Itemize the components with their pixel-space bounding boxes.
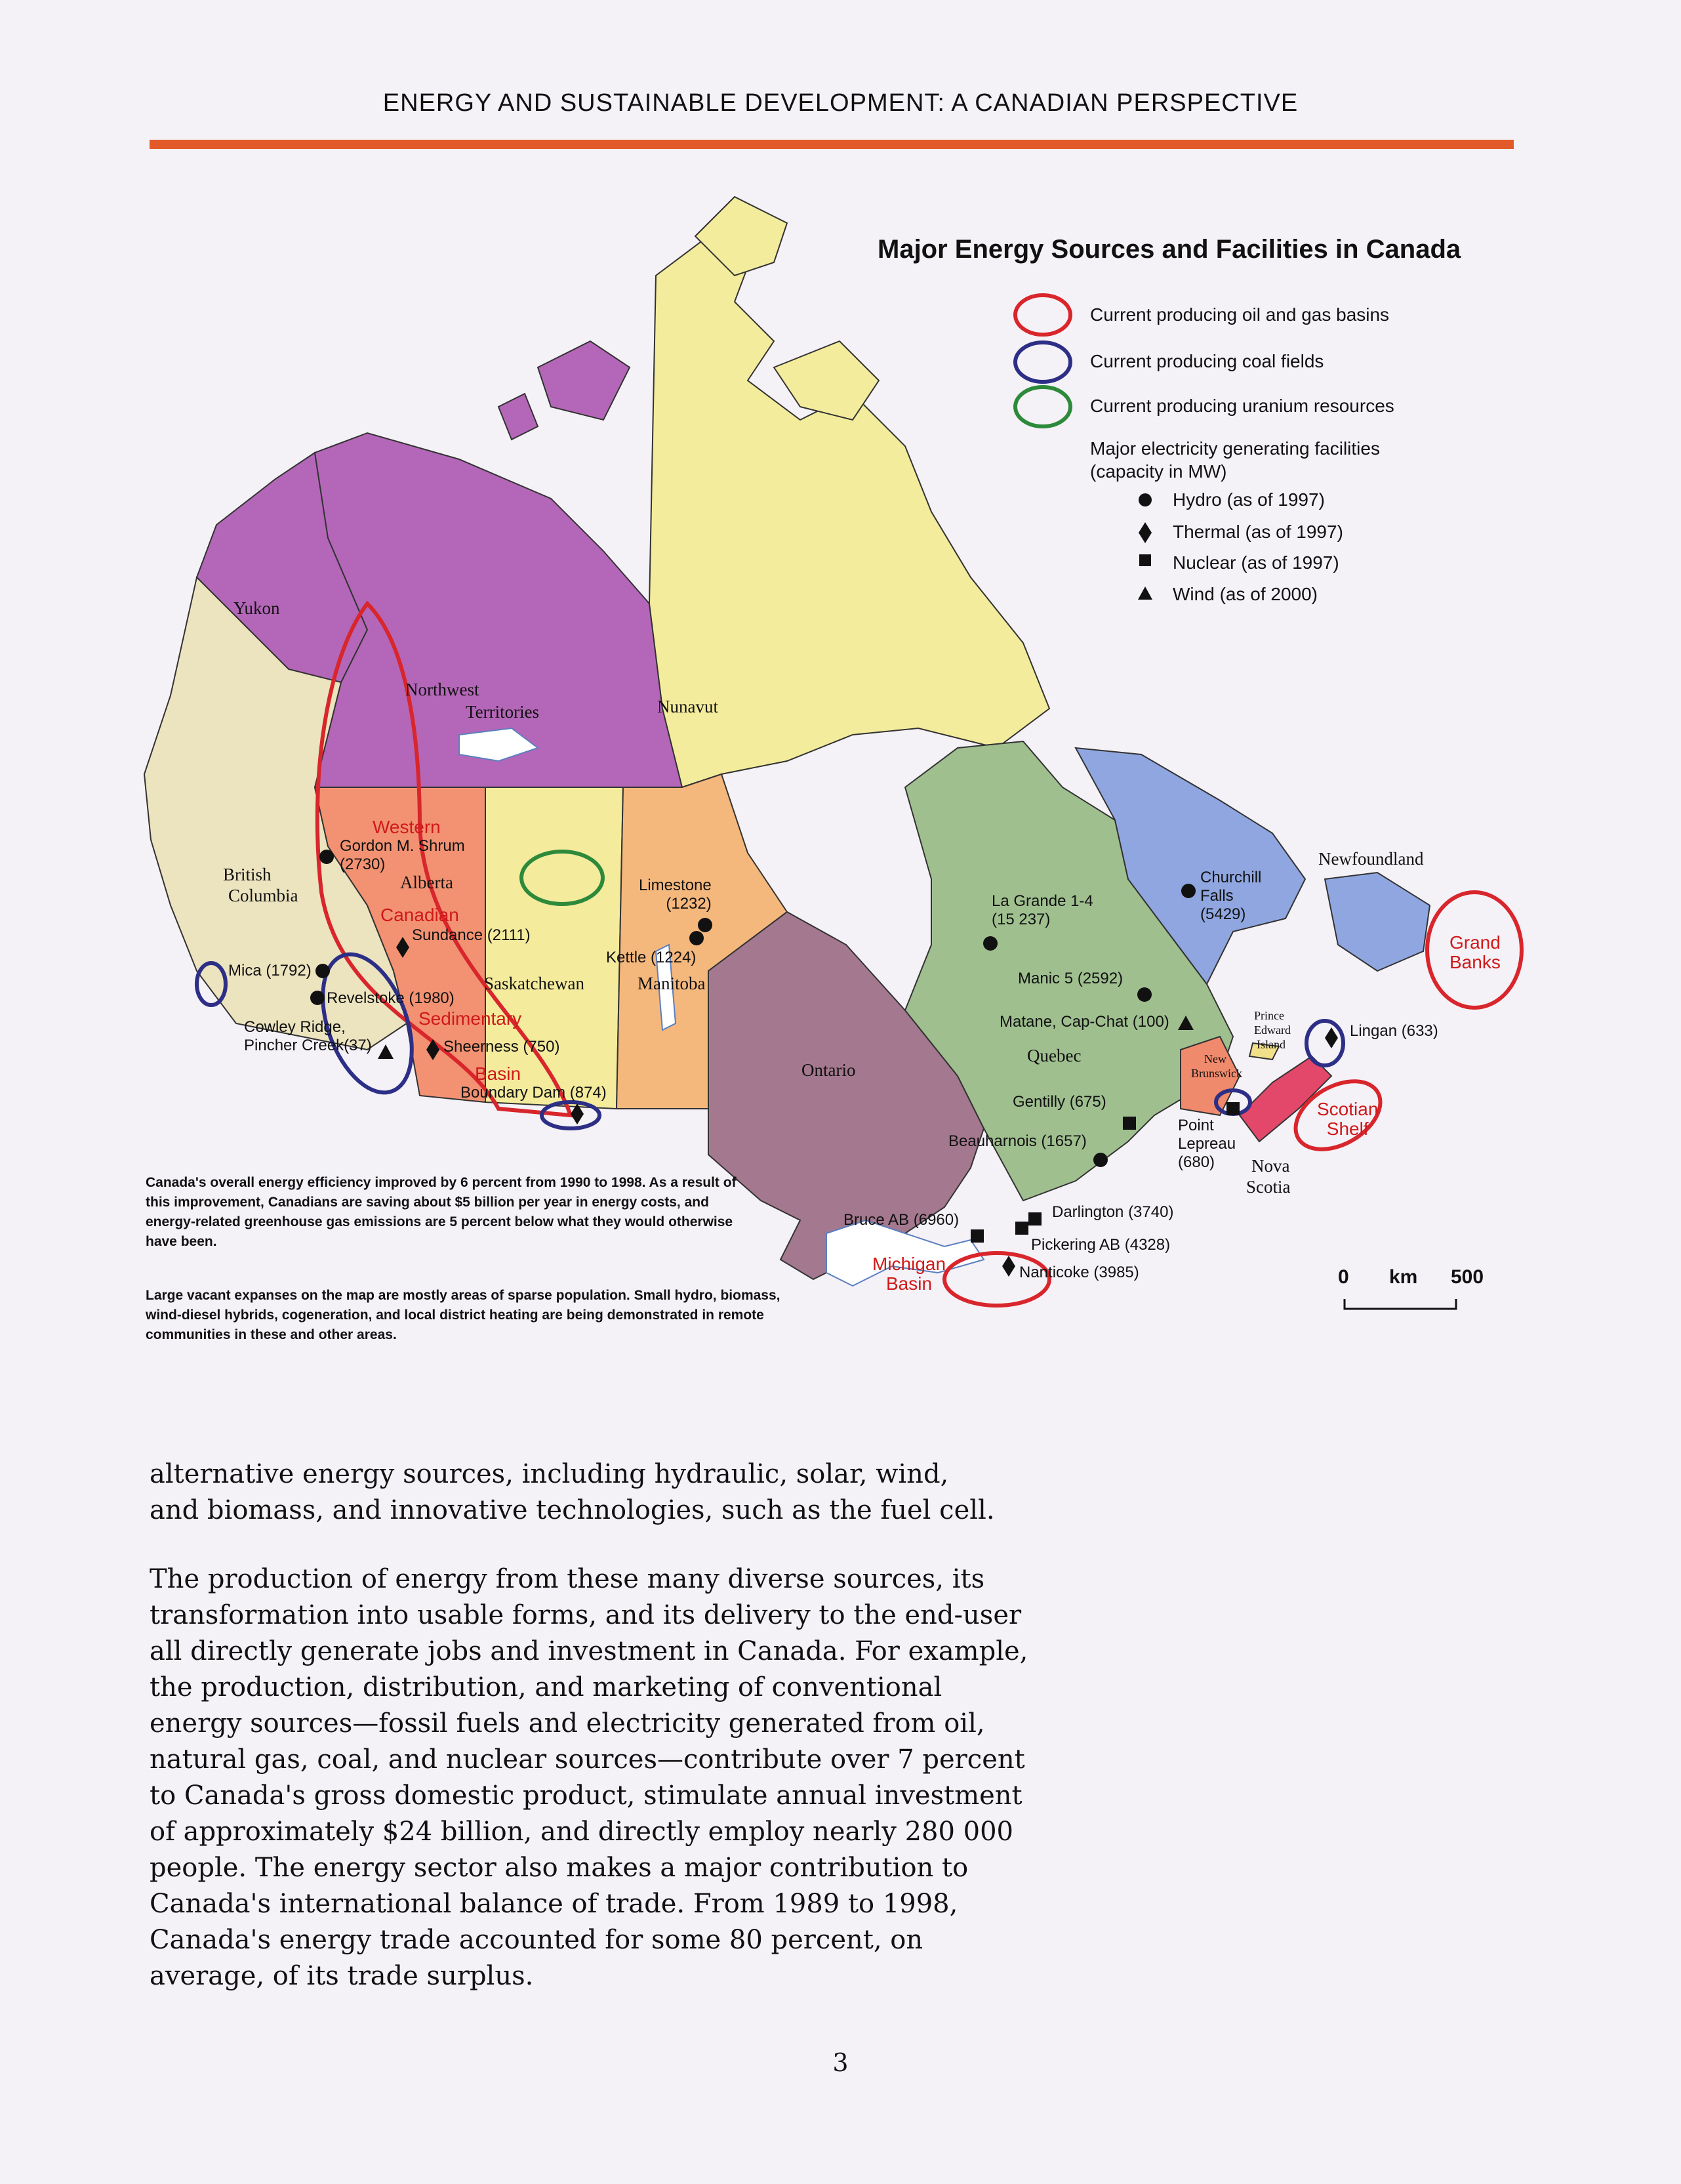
label-nanticoke: Nanticoke (3985) <box>1019 1264 1139 1281</box>
label-basin-scotian-shelf: Scotian Shelf <box>1317 1099 1379 1139</box>
label-mica: Mica (1792) <box>228 962 312 979</box>
label-pei-2: Edward <box>1254 1023 1291 1037</box>
legend-electricity-unit: (capacity in MW) <box>1090 461 1227 482</box>
map-title: Major Energy Sources and Facilities in Canada <box>878 235 1461 264</box>
marker-lingan <box>1325 1027 1338 1048</box>
label-manitoba: Manitoba <box>638 974 706 993</box>
label-kettle: Kettle (1224) <box>606 949 697 966</box>
label-yukon: Yukon <box>233 598 280 618</box>
label-ns-2: Scotia <box>1246 1177 1291 1197</box>
label-limestone: Limestone (1232) <box>639 876 712 913</box>
marker-kettle <box>689 931 704 945</box>
scale-bar <box>1345 1299 1456 1309</box>
label-basin-michigan: Michigan Basin <box>872 1254 946 1294</box>
legend-uranium-symbol <box>1015 387 1070 426</box>
page-number: 3 <box>832 2048 849 2077</box>
marker-la-grande <box>983 936 998 951</box>
legend-nuclear-label: Nuclear (as of 1997) <box>1173 552 1339 573</box>
label-basin-western-4: Basin <box>475 1063 521 1084</box>
label-manic: Manic 5 (2592) <box>1018 970 1124 987</box>
label-basin-western-1: Western <box>373 817 441 837</box>
marker-point-lepreau <box>1226 1102 1240 1115</box>
region-newfoundland-island <box>1325 873 1430 971</box>
label-quebec: Quebec <box>1027 1046 1082 1065</box>
label-pickering: Pickering AB (4328) <box>1031 1236 1171 1254</box>
label-darlington: Darlington (3740) <box>1052 1203 1174 1221</box>
legend-wind-label: Wind (as of 2000) <box>1173 584 1318 604</box>
label-bc-2: Columbia <box>228 886 298 905</box>
label-basin-western-3: Sedimentary <box>418 1008 522 1029</box>
label-nb-1: New <box>1204 1052 1226 1065</box>
scale-zero: 0 <box>1338 1266 1349 1288</box>
label-pei-1: Prince <box>1254 1009 1284 1022</box>
legend-coal-symbol <box>1015 342 1070 382</box>
label-basin-grand-banks: Grand Banks <box>1449 932 1501 972</box>
label-nunavut: Nunavut <box>657 697 718 716</box>
label-churchill-falls: Churchill Falls (5429) <box>1200 869 1262 923</box>
legend-electricity-heading: Major electricity generating facilities <box>1090 438 1380 459</box>
label-sheerness: Sheerness (750) <box>443 1038 560 1056</box>
marker-cowley-ridge <box>378 1044 394 1059</box>
marker-churchill <box>1181 884 1196 898</box>
scale-max: 500 <box>1451 1266 1484 1288</box>
body-paragraph-2: The production of energy from these many diverse sources, its transformation into usable forms, and its delivery to the end-user all directly generate jobs and investment in Canada. For example, the production, distribution, and marketing of conventional energy sources—fossil fuels and electricity generated from oil, natural gas, coal, and nuclear sources—contribute over 7 percent to Canada's gross domestic product, stimulate annual investment of approximately $24 billion, and directly employ nearly 280 000 people. The energy sector also makes a major contribution to Canada's international balance of trade. From 1989 to 1998, Canada's energy trade accounted for some 80 percent, on average, of its trade surplus. <box>150 1564 1028 1991</box>
label-newfoundland: Newfoundland <box>1318 849 1424 869</box>
label-point-lepreau: Point Lepreau (680) <box>1178 1117 1236 1171</box>
label-lingan: Lingan (633) <box>1350 1022 1438 1040</box>
label-ontario: Ontario <box>801 1060 856 1080</box>
marker-bruce <box>971 1229 984 1243</box>
label-la-grande: La Grande 1-4 (15 237) <box>992 892 1093 928</box>
legend-uranium-label: Current producing uranium resources <box>1090 396 1394 416</box>
label-beauharnois: Beauharnois (1657) <box>948 1132 1087 1150</box>
body-paragraph-1: alternative energy sources, including hydraulic, solar, wind, and biomass, and innovative technologies, such as the fuel cell. <box>150 1459 995 1525</box>
label-sundance: Sundance (2111) <box>412 926 531 944</box>
label-nwt-1: Northwest <box>405 680 479 699</box>
marker-beauharnois <box>1093 1153 1108 1167</box>
label-saskatchewan: Saskatchewan <box>484 974 584 993</box>
marker-manic <box>1137 987 1152 1002</box>
label-cowley-ridge: Cowley Ridge, Pincher Creek(37) <box>244 1018 372 1054</box>
label-nwt-2: Territories <box>466 702 540 722</box>
marker-revelstoke <box>310 991 325 1005</box>
marker-mica <box>315 964 330 978</box>
label-matane: Matane, Cap-Chat (100) <box>1000 1013 1169 1031</box>
note-vacant-expanses: Large vacant expanses on the map are mostly areas of sparse population. Small hydro, biomass, wind-diesel hybrids, cogeneration, and local district heating are being demonstrated in remote communities in these and other areas. <box>146 1288 780 1342</box>
legend-oil-gas-label: Current producing oil and gas basins <box>1090 304 1390 325</box>
marker-nanticoke <box>1002 1256 1015 1277</box>
label-bc-1: British <box>223 865 272 884</box>
marker-pickering <box>1015 1222 1028 1235</box>
legend-coal-label: Current producing coal fields <box>1090 351 1324 371</box>
label-bruce: Bruce AB (6960) <box>843 1211 960 1229</box>
marker-gentilly <box>1123 1117 1136 1130</box>
label-boundary-dam: Boundary Dam (874) <box>460 1084 607 1102</box>
label-pei-3: Island <box>1257 1038 1286 1051</box>
label-gordon-shrum: Gordon M. Shrum (2730) <box>340 837 465 873</box>
legend-thermal-symbol <box>1139 522 1152 543</box>
legend-wind-symbol <box>1138 587 1152 600</box>
label-nb-2: Brunswick <box>1191 1067 1242 1080</box>
marker-gordon-shrum <box>319 850 334 864</box>
marker-limestone <box>698 918 712 932</box>
scale-unit: km <box>1389 1266 1418 1288</box>
legend-nuclear-symbol <box>1139 554 1151 566</box>
running-header: ENERGY AND SUSTAINABLE DEVELOPMENT: A CANADIAN PERSPECTIVE <box>382 89 1299 117</box>
label-ns-1: Nova <box>1251 1156 1290 1176</box>
coal-field-lingan <box>1306 1021 1343 1065</box>
region-saskatchewan <box>485 787 623 1109</box>
label-gentilly: Gentilly (675) <box>1013 1093 1106 1111</box>
label-alberta: Alberta <box>400 873 453 892</box>
legend-hydro-label: Hydro (as of 1997) <box>1173 489 1325 510</box>
marker-darlington <box>1028 1212 1042 1226</box>
label-basin-western-2: Canadian <box>380 905 459 925</box>
label-revelstoke: Revelstoke (1980) <box>327 989 455 1007</box>
legend-thermal-label: Thermal (as of 1997) <box>1173 522 1343 542</box>
legend-oil-gas-symbol <box>1015 295 1070 335</box>
note-energy-efficiency: Canada's overall energy efficiency improved by 6 percent from 1990 to 1998. As a result of this improvement, Canadians are saving about $5 billion per year in energy costs, and energy-related greenhouse gas emissions are 5 percent below what they would otherwise have been. <box>146 1175 737 1249</box>
region-nwt-islands <box>498 341 630 440</box>
legend-hydro-symbol <box>1139 493 1152 506</box>
